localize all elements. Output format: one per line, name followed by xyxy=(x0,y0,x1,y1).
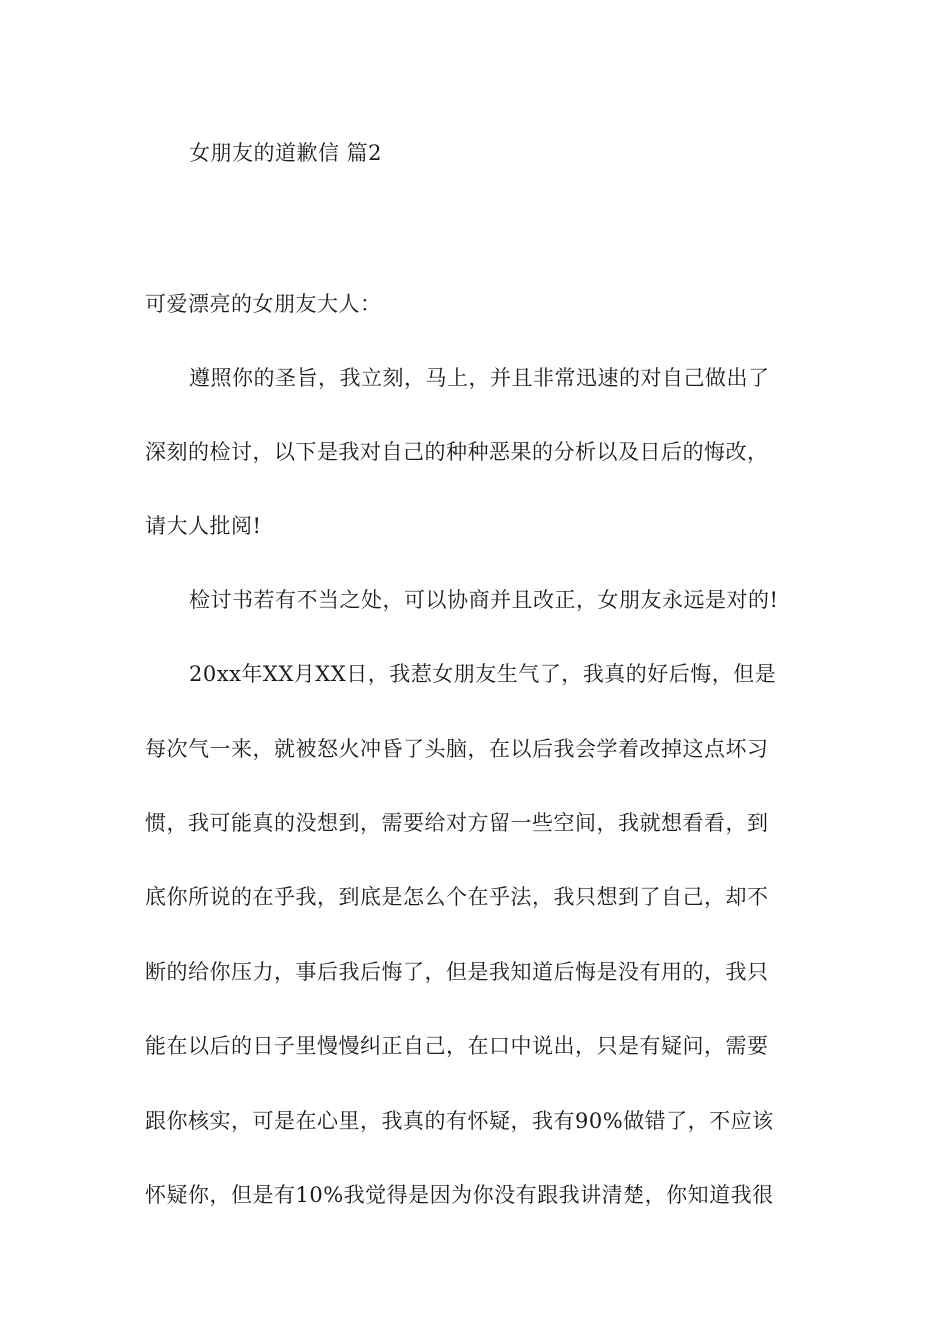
body-line: 请大人批阅! xyxy=(145,514,262,538)
body-line: 遵照你的圣旨，我立刻，马上，并且非常迅速的对自己做出了 xyxy=(189,366,770,390)
body-line: 惯，我可能真的没想到，需要给对方留一些空间，我就想看看，到 xyxy=(145,811,769,835)
body-line: 每次气一来，就被怒火冲昏了头脑，在以后我会学着改掉这点坏习 xyxy=(145,737,769,761)
body-line: 跟你核实，可是在心里，我真的有怀疑，我有90%做错了，不应该 xyxy=(145,1109,774,1133)
salutation: 可爱漂亮的女朋友大人： xyxy=(145,292,382,316)
body-line: 断的给你压力，事后我后悔了，但是我知道后悔是没有用的，我只 xyxy=(145,960,769,984)
body-line: 20xx年XX月XX日，我惹女朋友生气了，我真的好后悔，但是 xyxy=(189,662,777,686)
body-line: 能在以后的日子里慢慢纠正自己，在口中说出，只是有疑问，需要 xyxy=(145,1034,769,1058)
document-title: 女朋友的道歉信 篇2 xyxy=(189,141,383,165)
body-line: 深刻的检讨，以下是我对自己的种种恶果的分析以及日后的悔改， xyxy=(145,440,769,464)
body-line: 底你所说的在乎我，到底是怎么个在乎法，我只想到了自己，却不 xyxy=(145,885,769,909)
body-line: 怀疑你，但是有10%我觉得是因为你没有跟我讲清楚，你知道我很 xyxy=(145,1183,774,1207)
body-line: 检讨书若有不当之处，可以协商并且改正，女朋友永远是对的! xyxy=(189,588,779,612)
